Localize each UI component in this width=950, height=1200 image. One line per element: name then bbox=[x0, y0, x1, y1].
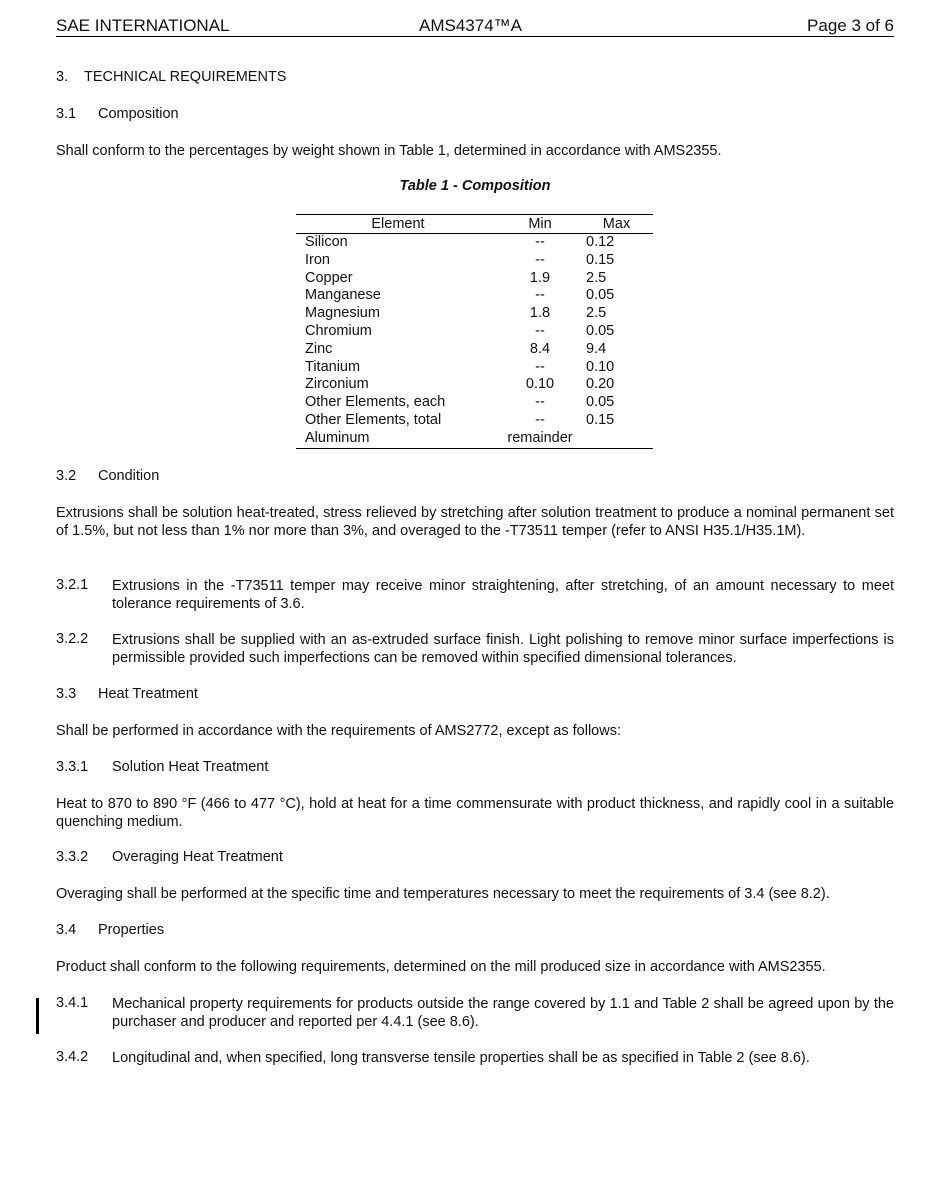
section-3-3-1-text: Heat to 870 to 890 °F (466 to 477 °C), hold at heat for a time commensurate with product thickness, and rapidly cool in a suitable quenching medium. bbox=[56, 796, 894, 830]
section-3-3-2-title: Overaging Heat Treatment bbox=[112, 849, 283, 865]
section-3-2-2-text: Extrusions shall be supplied with an as-extruded surface finish. Light polishing to remove minor surface imperfections is permissible provided such imperfections can be removed within specified dimensional tolerances. bbox=[112, 632, 894, 666]
section-3-1-number: 3.1 bbox=[56, 106, 77, 122]
cell-element: Titanium bbox=[305, 358, 361, 375]
composition-table bbox=[296, 214, 653, 449]
section-3-3-2-text: Overaging shall be performed at the specific time and temperatures necessary to meet the requirements of 3.4 (see 8.2). bbox=[56, 886, 830, 902]
cell-max: 0.15 bbox=[586, 411, 615, 428]
section-3-2-1-text: Extrusions in the -T73511 temper may receive minor straightening, after stretching, of an amount necessary to meet tolerance requirements of 3.6. bbox=[112, 578, 894, 612]
cell-min: -- bbox=[535, 411, 545, 428]
cell-element: Other Elements, each bbox=[305, 394, 446, 411]
section-3-4-1-number: 3.4.1 bbox=[56, 995, 89, 1011]
section-3-4-number: 3.4 bbox=[56, 922, 77, 938]
cell-element: Aluminum bbox=[296, 430, 500, 448]
revision-change-bar bbox=[36, 998, 39, 1034]
table-row bbox=[296, 430, 653, 448]
section-3-4-2-number: 3.4.2 bbox=[56, 1049, 89, 1065]
section-3-2-text: Extrusions shall be solution heat-treated, stress relieved by stretching after solution treatment to produce a nominal permanent set of 1.5%, but not less than 1% nor more than 3%, and overaged to the -T73511 temper (refer to ANSI H35.1/H35.1M). bbox=[56, 505, 894, 539]
table-row bbox=[296, 287, 653, 305]
cell-element: Copper bbox=[305, 269, 353, 286]
cell-min: -- bbox=[535, 394, 545, 411]
cell-min: 1.8 bbox=[529, 305, 551, 322]
section-3-3-1-title: Solution Heat Treatment bbox=[112, 759, 269, 775]
table-row bbox=[296, 394, 653, 412]
cell-max: 0.12 bbox=[586, 234, 615, 250]
cell-max bbox=[580, 430, 653, 448]
cell-min: -- bbox=[535, 322, 545, 339]
section-3-number: 3. bbox=[56, 69, 69, 85]
section-3-2-1-number: 3.2.1 bbox=[56, 577, 89, 593]
section-3-3-2-number: 3.3.2 bbox=[56, 849, 89, 865]
header-max: Max bbox=[580, 215, 653, 234]
cell-max: 0.15 bbox=[586, 251, 615, 268]
cell-element: Magnesium bbox=[305, 305, 380, 322]
cell-element: Silicon bbox=[305, 234, 348, 250]
cell-min: -- bbox=[535, 251, 545, 268]
cell-min: 0.10 bbox=[525, 376, 555, 393]
section-3-1-title: Composition bbox=[98, 106, 179, 122]
cell-max: 0.05 bbox=[586, 322, 615, 339]
table-row bbox=[296, 252, 653, 270]
table-row bbox=[296, 305, 653, 323]
cell-element: Zinc bbox=[305, 340, 333, 357]
table-row bbox=[296, 359, 653, 377]
cell-min: -- bbox=[535, 358, 545, 375]
cell-max: 0.10 bbox=[586, 358, 615, 375]
table-row bbox=[296, 376, 653, 394]
cell-max: 9.4 bbox=[586, 340, 607, 357]
header-org: SAE INTERNATIONAL bbox=[56, 16, 230, 35]
table-row bbox=[296, 270, 653, 288]
page-header bbox=[56, 16, 894, 37]
section-3-3-title: Heat Treatment bbox=[98, 686, 198, 702]
table-1-caption: Table 1 - Composition bbox=[399, 178, 551, 194]
section-3-2-2-number: 3.2.2 bbox=[56, 631, 89, 647]
table-header-row bbox=[296, 215, 653, 234]
cell-min: -- bbox=[535, 287, 545, 304]
header-element: Element bbox=[296, 215, 500, 234]
section-3-1-text: Shall conform to the percentages by weight shown in Table 1, determined in accordance with AMS2355. bbox=[56, 143, 722, 159]
section-3-2-title: Condition bbox=[98, 468, 160, 484]
table-row bbox=[296, 341, 653, 359]
cell-max: 0.05 bbox=[586, 287, 615, 304]
cell-element: Iron bbox=[305, 251, 330, 268]
cell-element: Chromium bbox=[305, 322, 372, 339]
cell-min: 8.4 bbox=[529, 340, 551, 357]
cell-min: -- bbox=[535, 234, 545, 250]
section-3-4-1-text: Mechanical property requirements for products outside the range covered by 1.1 and Table 2 shall be agreed upon by the purchaser and producer and reported per 4.4.1 (see 8.6). bbox=[112, 996, 894, 1030]
table-row bbox=[296, 323, 653, 341]
cell-min: remainder bbox=[500, 430, 580, 448]
header-min: Min bbox=[500, 215, 580, 234]
cell-max: 0.05 bbox=[586, 394, 615, 411]
section-3-4-title: Properties bbox=[98, 922, 165, 938]
section-3-3-1-number: 3.3.1 bbox=[56, 759, 89, 775]
section-3-3-number: 3.3 bbox=[56, 686, 77, 702]
section-3-3-text: Shall be performed in accordance with the requirements of AMS2772, except as follows: bbox=[56, 723, 621, 739]
section-3-4-2-text: Longitudinal and, when specified, long transverse tensile properties shall be as specified in Table 2 (see 8.6). bbox=[112, 1050, 810, 1066]
section-3-2-number: 3.2 bbox=[56, 468, 77, 484]
cell-element: Zirconium bbox=[305, 376, 369, 393]
cell-min: 1.9 bbox=[529, 269, 551, 286]
table-row bbox=[296, 234, 653, 252]
cell-max: 2.5 bbox=[586, 305, 607, 322]
section-3-title: TECHNICAL REQUIREMENTS bbox=[84, 69, 287, 85]
table-row bbox=[296, 412, 653, 430]
section-3-4-text: Product shall conform to the following requirements, determined on the mill produced size in accordance with AMS2355. bbox=[56, 959, 826, 975]
cell-max: 0.20 bbox=[586, 376, 615, 393]
cell-element: Manganese bbox=[305, 287, 381, 304]
cell-max: 2.5 bbox=[586, 269, 607, 286]
header-page-number: Page 3 of 6 bbox=[807, 16, 894, 35]
header-doc-number: AMS4374™A bbox=[419, 16, 522, 35]
cell-element: Other Elements, total bbox=[305, 411, 442, 428]
